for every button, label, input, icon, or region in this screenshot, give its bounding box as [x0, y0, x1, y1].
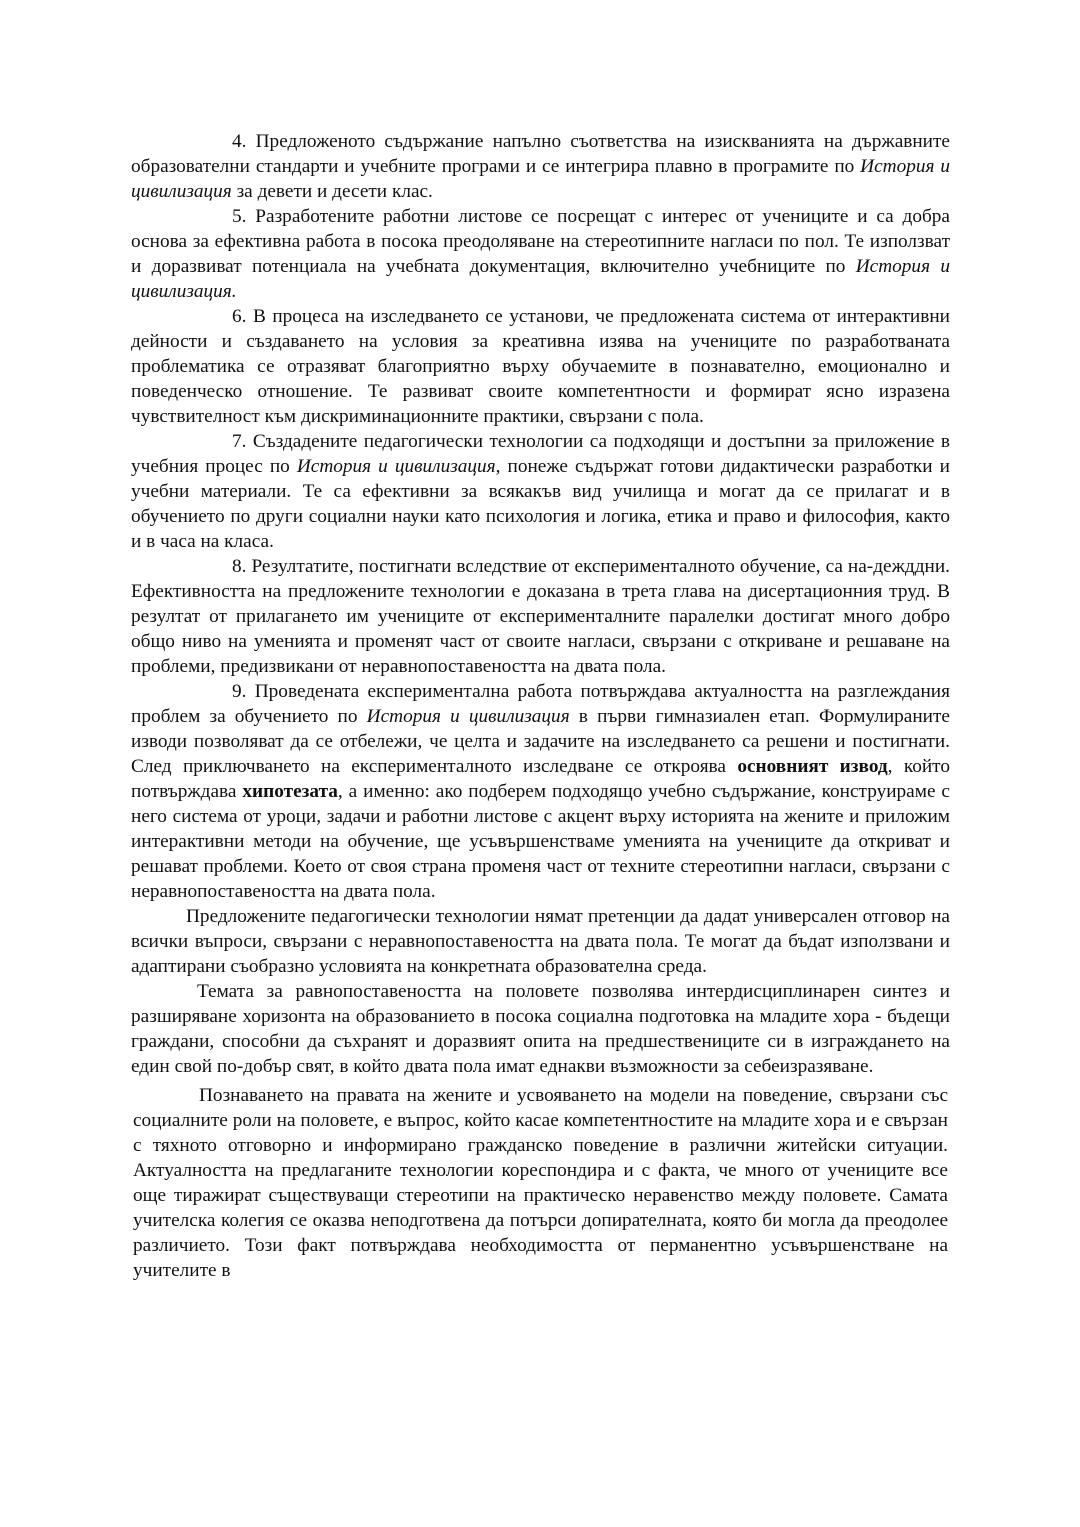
closing-paragraph-1: Предложените педагогически технологии нямат претенции да дадат универсален отговор на всички въпроси, свързани с неравнопоставеността на двата пола. Те могат да бъдат използвани и адаптирани съобразно условията на конкретната образователна среда.	[131, 906, 950, 977]
conclusion-item-8: 8. Резултатите, постигнати вследствие от експерименталното обучение, са на-дежддни. Ефективността на предложените технологии е доказана в трета глава на дисертационния труд. В резултат от прилагането им учениците от експерименталните паралелки достигат много добро общо ниво на уменията и променят част от своите нагласи, свързани с откриване и решаване на проблеми, предизвикани от неравнопоставеността на двата пола.	[131, 556, 950, 677]
conclusion-item-4: 4. Предложеното съдържание напълно съответства на изискванията на държавните образователни стандарти и учебните програми и се интегрира плавно в програмите по История и цивилизация за девети и десети клас.	[131, 131, 950, 202]
italic-course-title: История и цивилизация	[366, 706, 570, 727]
conclusion-item-9: 9. Проведената експериментална работа потвърждава актуалността на разглеждания проблем за обучението по История и цивилизация в първи гимназиален етап. Формулираните изводи позволяват да се отбележи, че целта и задачите на изследването са решени и постигнати. След приключването на експерименталното изследване се откроява основният извод, който потвърждава хипотезата, а именно: ако подберем подходящо учебно съдържание, конструираме с него система от уроци, задачи и работни листове с акцент върху историята на жените и приложим интерактивни методи на обучение, ще усъвършенстваме уменията на учениците да откриват и решават проблеми. Което от своя страна променя част от техните стереотипни нагласи, свързани с неравнопоставеността на двата пола.	[131, 681, 950, 902]
conclusion-item-6: 6. В процеса на изследването се установи, че предложената система от интерактивни дейности и създаването на условия за креативна изява на учениците по разработваната проблематика се отразяват благоприятно върху обучаемите в познавателно, емоционално и поведенческо отношение. Те развиват своите компетентности и формират ясно изразена чувствителност към дискриминационните практики, свързани с пола.	[131, 306, 950, 427]
italic-course-title: История и цивилизация.	[131, 256, 950, 302]
italic-course-title: История и цивилизация	[131, 156, 950, 202]
closing-paragraph-2: Темата за равнопоставеността на половете позволява интердисциплинарен синтез и разширяване хоризонта на образованието в посока социална подготовка на младите хора - бъдещи граждани, способни да съхранят и доразвият опита на предшествениците си в изграждането на един свой по-добър свят, в който двата пола имат еднакви възможности за себеизразяване.	[131, 981, 950, 1077]
conclusion-item-7: 7. Създадените педагогически технологии са подходящи и достъпни за приложение в учебния процес по История и цивилизация, понеже съдържат готови дидактически разработки и учебни материали. Те са ефективни за всякакъв вид училища и могат да се прилагат и в обучението по други социални науки като психология и логика, етика и право и философия, както и в часа на класа.	[131, 431, 950, 552]
bold-hypothesis: хипотезата	[242, 781, 338, 802]
closing-paragraph-3: Познаването на правата на жените и усвояването на модели на поведение, свързани със социалните роли на половете, е въпрос, който касае компетентностите на младите хора и е свързан с тяхното отговорно и информирано гражданско поведение в различни житейски ситуации. Актуалността на предлаганите технологии кореспондира и с факта, че много от учениците все още тиражират съществуващи стереотипи на практическо неравенство между половете. Самата учителска колегия се оказва неподготвена да потърси допирателната, която би могла да преодолее различието. Този факт потвърждава необходимостта от перманентно усъвършенстване на учителите в	[133, 1085, 948, 1281]
document-page	[131, 129, 950, 1283]
conclusion-item-5: 5. Разработените работни листове се посрещат с интерес от учениците и са добра основа за ефективна работа в посока преодоляване на стереотипните нагласи по пол. Те използват и доразвиват потенциала на учебната документация, включително учебниците по История и цивилизация.	[131, 206, 950, 302]
italic-course-title: История и цивилизация	[296, 456, 496, 477]
bold-main-conclusion: основният извод	[737, 756, 888, 777]
